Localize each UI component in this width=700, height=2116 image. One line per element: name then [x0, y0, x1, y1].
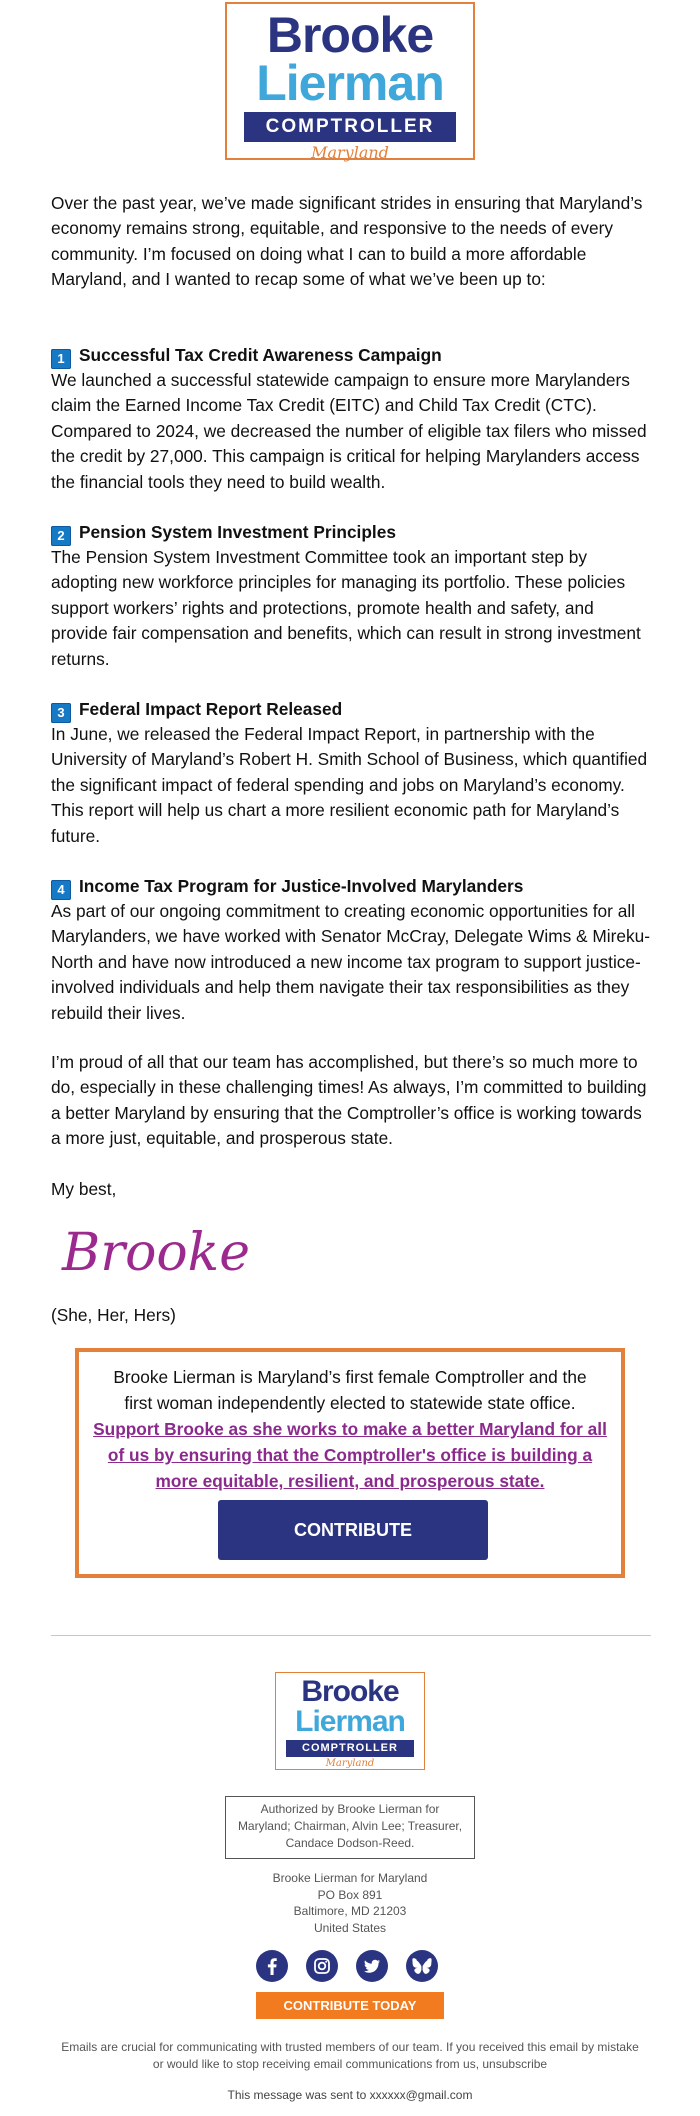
address-line: PO Box 891 [317, 1887, 383, 1902]
section-1-title: Successful Tax Credit Awareness Campaign [79, 345, 442, 365]
address-line: Baltimore, MD 21203 [293, 1904, 407, 1918]
section-4-heading [51, 874, 651, 900]
pronouns: (She, Her, Hers) [51, 1305, 176, 1325]
address-line: United States [313, 1920, 387, 1935]
twitter-icon [356, 1950, 388, 1982]
instagram-icon [306, 1950, 338, 1982]
footer-divider [51, 1635, 651, 1636]
bluesky-link[interactable] [406, 1950, 438, 1982]
logo-last-name: Lierman [256, 55, 444, 111]
signature-text: Brooke [62, 1223, 250, 1283]
logo-office: COMPTROLLER [244, 112, 456, 142]
section-2-title: Pension System Investment Principles [79, 522, 396, 542]
address-line: Brooke Lierman for Maryland [272, 1871, 428, 1885]
mailing-address [200, 1870, 500, 1936]
section-2-body: The Pension System Investment Committee took an important step by adopting new workforce principles for managing its portfolio. These policies support workers’ rights and protections, promote health and safety, and provide fair compensation and benefits, which can result in strong investment returns. [51, 547, 641, 669]
section-2-heading [51, 520, 651, 546]
sent-to-notice: This message was sent to xxxxxx@gmail.com [227, 2088, 473, 2102]
intro-paragraph: Over the past year, we’ve made significant strides in ensuring that Maryland’s economy remains strong, equitable, and responsive to the needs of every community. I’m focused on doing what I can to build a more affordable Maryland, and I wanted to recap some of what we’ve been up to: [51, 193, 643, 290]
section-4-title: Income Tax Program for Justice-Involved Marylanders [79, 876, 524, 896]
instagram-link[interactable] [306, 1950, 338, 1982]
keycap-3-icon: 3 [51, 703, 71, 723]
section-4-body: As part of our ongoing commitment to creating economic opportunities for all Marylanders, we have worked with Senator McCray, Delegate Wims & Mireku-North and have now introduced a new income tax program to support justice-involved individuals and help them navigate their tax responsibilities as they rebuild their lives. [51, 901, 650, 1023]
section-3-body: In June, we released the Federal Impact Report, in partnership with the University of Maryland’s Robert H. Smith School of Business, which quantified the significant impact of federal spending and jobs on Maryland’s economy. This report will help us chart a more resilient economic path for Maryland’s future. [51, 724, 648, 846]
fine-print-text: Emails are crucial for communicating with trusted members of our team. If you received this email by mistake or would like to stop receiving email communications from us, [61, 2040, 639, 2071]
section-1-heading [51, 343, 651, 369]
support-link[interactable]: Support Brooke as she works to make a better Maryland for all of us by ensuring that the Comptroller's office is building a more equitable, resilient, and prosperous state. [93, 1419, 607, 1491]
keycap-1-icon: 1 [51, 349, 71, 369]
footer-logo-first-name: Brooke [301, 1675, 399, 1708]
section-3-heading [51, 697, 651, 723]
logo-first-name: Brooke [266, 7, 434, 63]
unsubscribe-link[interactable]: unsubscribe [482, 2057, 548, 2071]
keycap-4-icon: 4 [51, 880, 71, 900]
footer-logo-state: Maryland [325, 1758, 375, 1769]
closing-paragraph: I’m proud of all that our team has accomplished, but there’s so much more to do, especially in these challenging times! As always, I’m committed to building a better Maryland by ensuring that the Comptroller’s office is working towards a more just, equitable, and prosperous state. [51, 1052, 647, 1149]
logo-state: Maryland [311, 143, 389, 162]
facebook-icon [256, 1950, 288, 1982]
contribute-today-button[interactable]: CONTRIBUTE TODAY [256, 1992, 444, 2019]
facebook-link[interactable] [256, 1950, 288, 1982]
section-1-body: We launched a successful statewide campaign to ensure more Marylanders claim the Earned Income Tax Credit (EITC) and Child Tax Credit (CTC). Compared to 2024, we decreased the number of eligible tax filers who missed the credit by 27,000. This campaign is critical for helping Marylanders access the financial tools they need to build wealth. [51, 370, 647, 492]
footer-logo [275, 1672, 425, 1770]
section-3-title: Federal Impact Report Released [79, 699, 343, 719]
bluesky-icon [406, 1950, 438, 1982]
fine-print [60, 2039, 640, 2073]
authorization-notice: Authorized by Brooke Lierman for Maryland; Chairman, Alvin Lee; Treasurer, Candace Dodson-Reed. [225, 1796, 475, 1859]
signoff: My best, [51, 1179, 117, 1199]
contribute-button[interactable]: CONTRIBUTE [218, 1500, 488, 1560]
twitter-link[interactable] [356, 1950, 388, 1982]
signature-image [58, 1220, 250, 1290]
header-logo [225, 2, 475, 160]
keycap-2-icon: 2 [51, 526, 71, 546]
support-intro: Brooke Lierman is Maryland’s first female Comptroller and the first woman independently elected to statewide state office. [113, 1367, 587, 1413]
footer-logo-last-name: Lierman [295, 1705, 405, 1738]
support-box [75, 1348, 625, 1578]
footer-logo-office: COMPTROLLER [286, 1740, 414, 1757]
